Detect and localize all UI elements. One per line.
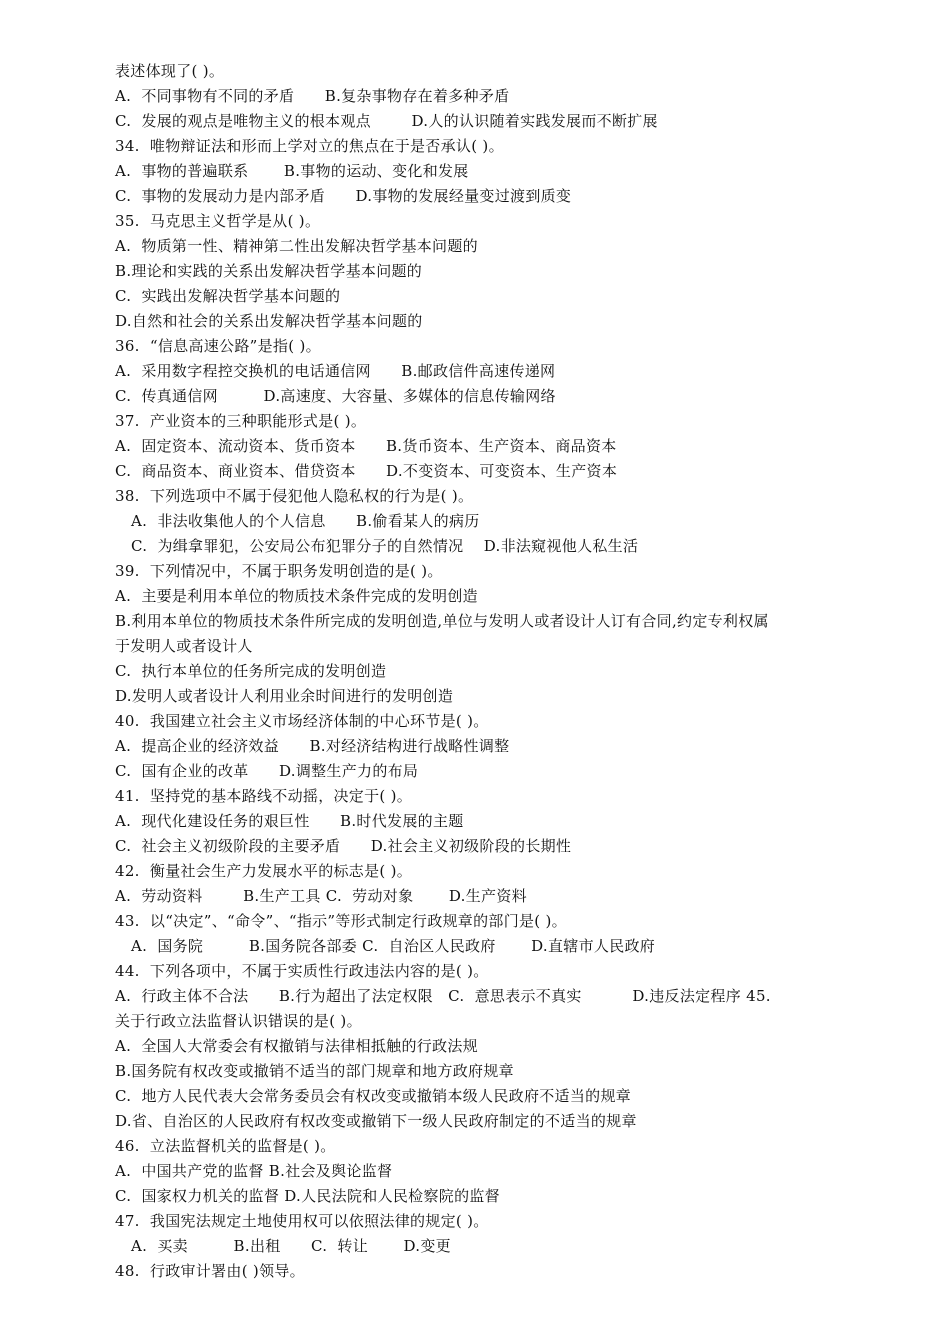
- option-line: C. 发展的观点是唯物主义的根本观点 D.人的认识随着实践发展而不断扩展: [115, 112, 658, 130]
- option-line: B.理论和实践的关系出发解决哲学基本问题的: [115, 262, 423, 280]
- option-line: A. 非法收集他人的个人信息 B.偷看某人的病历: [131, 512, 480, 530]
- option-line: C. 实践出发解决哲学基本问题的: [115, 287, 341, 305]
- option-line: A. 提高企业的经济效益 B.对经济结构进行战略性调整: [115, 737, 510, 755]
- option-line: A. 固定资本、流动资本、货币资本 B.货币资本、生产资本、商品资本: [115, 437, 617, 455]
- option-line: A. 物质第一性、精神第二性出发解决哲学基本问题的: [115, 237, 478, 255]
- option-line: A. 主要是利用本单位的物质技术条件完成的发明创造: [115, 587, 478, 605]
- option-line: B.利用本单位的物质技术条件所完成的发明创造,单位与发明人或者设计人订有合同,约定专利权属: [115, 612, 769, 630]
- option-line: D.省、自治区的人民政府有权改变或撤销下一级人民政府制定的不适当的规章: [115, 1112, 637, 1130]
- question-35: 35. 马克思主义哲学是从( )。: [115, 212, 321, 230]
- option-line: A. 不同事物有不同的矛盾 B.复杂事物存在着多种矛盾: [115, 87, 510, 105]
- option-line: C. 社会主义初级阶段的主要矛盾 D.社会主义初级阶段的长期性: [115, 837, 572, 855]
- option-line: C. 为缉拿罪犯，公安局公布犯罪分子的自然情况 D.非法窥视他人私生活: [131, 537, 639, 555]
- option-line: A. 国务院 B.国务院各部委 C. 自治区人民政府 D.直辖市人民政府: [131, 937, 656, 955]
- question-43: 43. 以“决定”、“命令”、“指示”等形式制定行政规章的部门是( )。: [115, 912, 567, 930]
- option-line: C. 国家权力机关的监督 D.人民法院和人民检察院的监督: [115, 1187, 500, 1205]
- question-44: 44. 下列各项中，不属于实质性行政违法内容的是( )。: [115, 962, 489, 980]
- text-line: 表述体现了( )。: [115, 62, 225, 80]
- option-line: C. 传真通信网 D.高速度、大容量、多媒体的信息传输网络: [115, 387, 556, 405]
- question-34: 34. 唯物辩证法和形而上学对立的焦点在于是否承认( )。: [115, 137, 504, 155]
- question-36: 36. “信息高速公路”是指( )。: [115, 337, 321, 355]
- question-48: 48. 行政审计署由( )领导。: [115, 1262, 305, 1280]
- option-line: C. 执行本单位的任务所完成的发明创造: [115, 662, 387, 680]
- option-line: A. 中国共产党的监督 B.社会及舆论监督: [115, 1162, 393, 1180]
- option-line: C. 地方人民代表大会常务委员会有权改变或撤销本级人民政府不适当的规章: [115, 1087, 632, 1105]
- option-line: D.发明人或者设计人利用业余时间进行的发明创造: [115, 687, 454, 705]
- option-line: A. 采用数字程控交换机的电话通信网 B.邮政信件高速传递网: [115, 362, 556, 380]
- option-line-continued: 于发明人或者设计人: [115, 637, 253, 655]
- option-line: A. 劳动资料 B.生产工具 C. 劳动对象 D.生产资料: [115, 887, 527, 905]
- option-line: C. 商品资本、商业资本、借贷资本 D.不变资本、可变资本、生产资本: [115, 462, 618, 480]
- question-37: 37. 产业资本的三种职能形式是( )。: [115, 412, 367, 430]
- option-line: A. 事物的普遍联系 B.事物的运动、变化和发展: [115, 162, 469, 180]
- option-line: A. 现代化建设任务的艰巨性 B.时代发展的主题: [115, 812, 464, 830]
- question-42: 42. 衡量社会生产力发展水平的标志是( )。: [115, 862, 413, 880]
- question-40: 40. 我国建立社会主义市场经济体制的中心环节是( )。: [115, 712, 489, 730]
- option-line: D.自然和社会的关系出发解决哲学基本问题的: [115, 312, 423, 330]
- option-line: C. 事物的发展动力是内部矛盾 D.事物的发展经量变过渡到质变: [115, 187, 572, 205]
- option-line: C. 国有企业的改革 D.调整生产力的布局: [115, 762, 419, 780]
- question-46: 46. 立法监督机关的监督是( )。: [115, 1137, 336, 1155]
- option-line: A. 全国人大常委会有权撤销与法律相抵触的行政法规: [115, 1037, 478, 1055]
- question-45: 关于行政立法监督认识错误的是( )。: [115, 1012, 362, 1030]
- question-38: 38. 下列选项中不属于侵犯他人隐私权的行为是( )。: [115, 487, 474, 505]
- option-line: A. 买卖 B.出租 C. 转让 D.变更: [131, 1237, 451, 1255]
- question-47: 47. 我国宪法规定土地使用权可以依照法律的规定( )。: [115, 1212, 489, 1230]
- option-line: A. 行政主体不合法 B.行为超出了法定权限 C. 意思表示不真实 D.违反法定程序 45.: [115, 987, 771, 1005]
- option-line: B.国务院有权改变或撤销不适当的部门规章和地方政府规章: [115, 1062, 514, 1080]
- question-41: 41. 坚持党的基本路线不动摇，决定于( )。: [115, 787, 413, 805]
- question-39: 39. 下列情况中，不属于职务发明创造的是( )。: [115, 562, 443, 580]
